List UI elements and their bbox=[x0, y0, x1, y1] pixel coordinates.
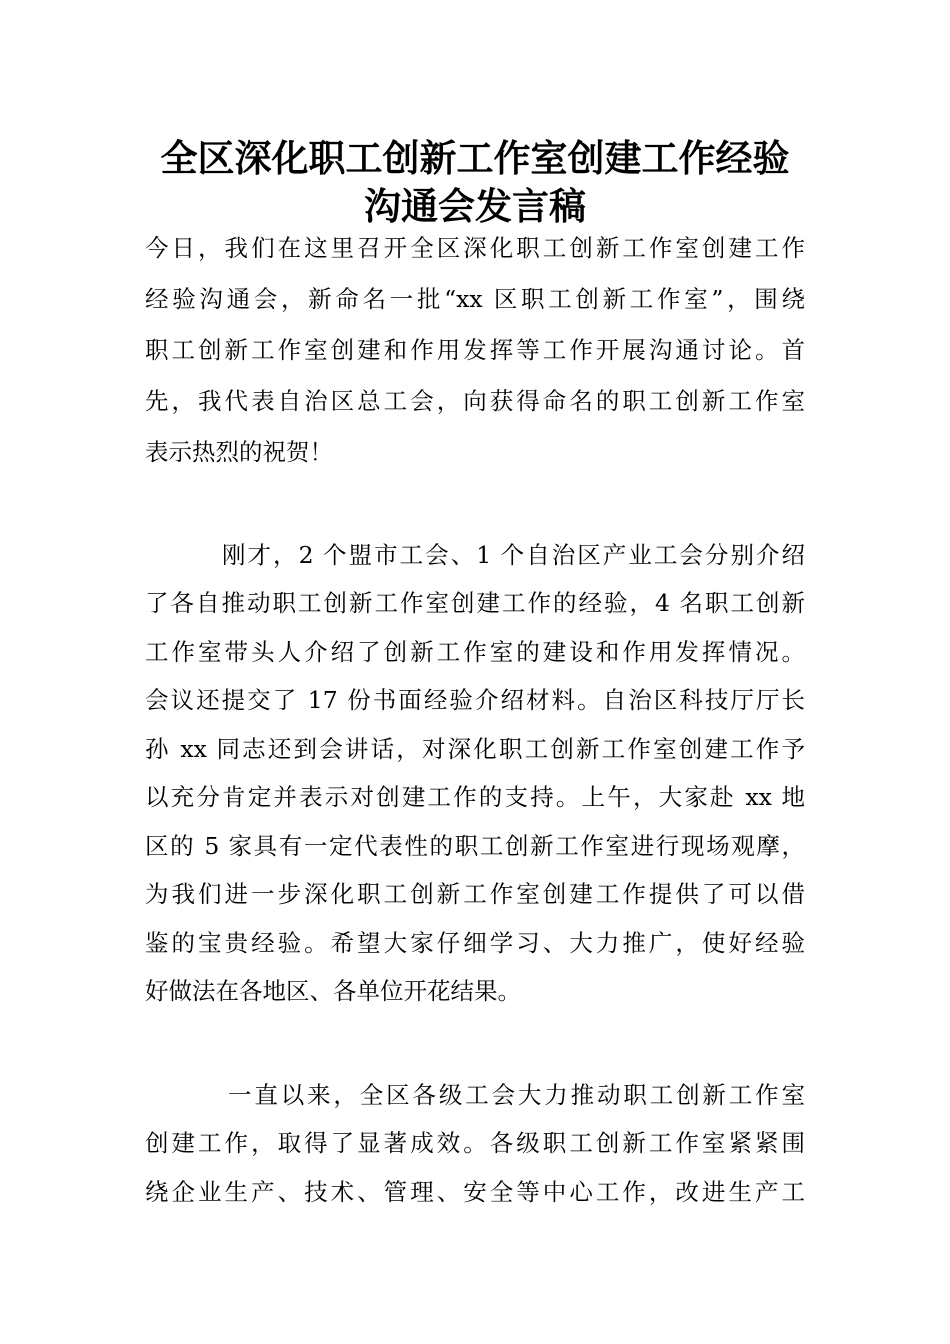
paragraph-2-line-3: 工作室带头人介绍了创新工作室的建设和作用发挥情况。 bbox=[145, 638, 805, 666]
paragraph-1-line-1: 今日，我们在这里召开全区深化职工创新工作室创建工作 bbox=[145, 234, 805, 262]
paragraph-2-line-4: 会议还提交了 17 份书面经验介绍材料。自治区科技厅厅长 bbox=[145, 686, 805, 714]
paragraph-3-line-3: 绕企业生产、技术、管理、安全等中心工作，改进生产工 bbox=[145, 1178, 805, 1206]
paragraph-2-line-7: 区的 5 家具有一定代表性的职工创新工作室进行现场观摩， bbox=[145, 832, 805, 860]
paragraph-2-line-6: 以充分肯定并表示对创建工作的支持。上午，大家赴 xx 地 bbox=[145, 783, 805, 811]
paragraph-1-line-2: 经验沟通会，新命名一批“xx 区职工创新工作室”，围绕 bbox=[145, 285, 805, 313]
document-title-line-2: 沟通会发言稿 bbox=[364, 185, 586, 228]
paragraph-2-line-1: 刚才，2 个盟市工会、1 个自治区产业工会分别介绍 bbox=[222, 541, 805, 569]
paragraph-1-line-4: 先，我代表自治区总工会，向获得命名的职工创新工作室 bbox=[145, 387, 805, 415]
paragraph-2-line-9: 鉴的宝贵经验。希望大家仔细学习、大力推广，使好经验 bbox=[145, 929, 805, 957]
paragraph-3-line-2: 创建工作，取得了显著成效。各级职工创新工作室紧紧围 bbox=[145, 1129, 805, 1157]
paragraph-2-line-10: 好做法在各地区、各单位开花结果。 bbox=[145, 977, 521, 1005]
document-title-line-1: 全区深化职工创新工作室创建工作经验 bbox=[160, 137, 790, 180]
paragraph-1-line-3: 职工创新工作室创建和作用发挥等工作开展沟通讨论。首 bbox=[145, 336, 805, 364]
paragraph-1-line-5: 表示热烈的祝贺！ bbox=[145, 438, 333, 466]
paragraph-3-line-1: 一直以来，全区各级工会大力推动职工创新工作室 bbox=[228, 1081, 805, 1109]
paragraph-2-line-5: 孙 xx 同志还到会讲话，对深化职工创新工作室创建工作予 bbox=[145, 735, 805, 763]
paragraph-2-line-2: 了各自推动职工创新工作室创建工作的经验，4 名职工创新 bbox=[145, 589, 805, 617]
paragraph-2-line-8: 为我们进一步深化职工创新工作室创建工作提供了可以借 bbox=[145, 880, 805, 908]
